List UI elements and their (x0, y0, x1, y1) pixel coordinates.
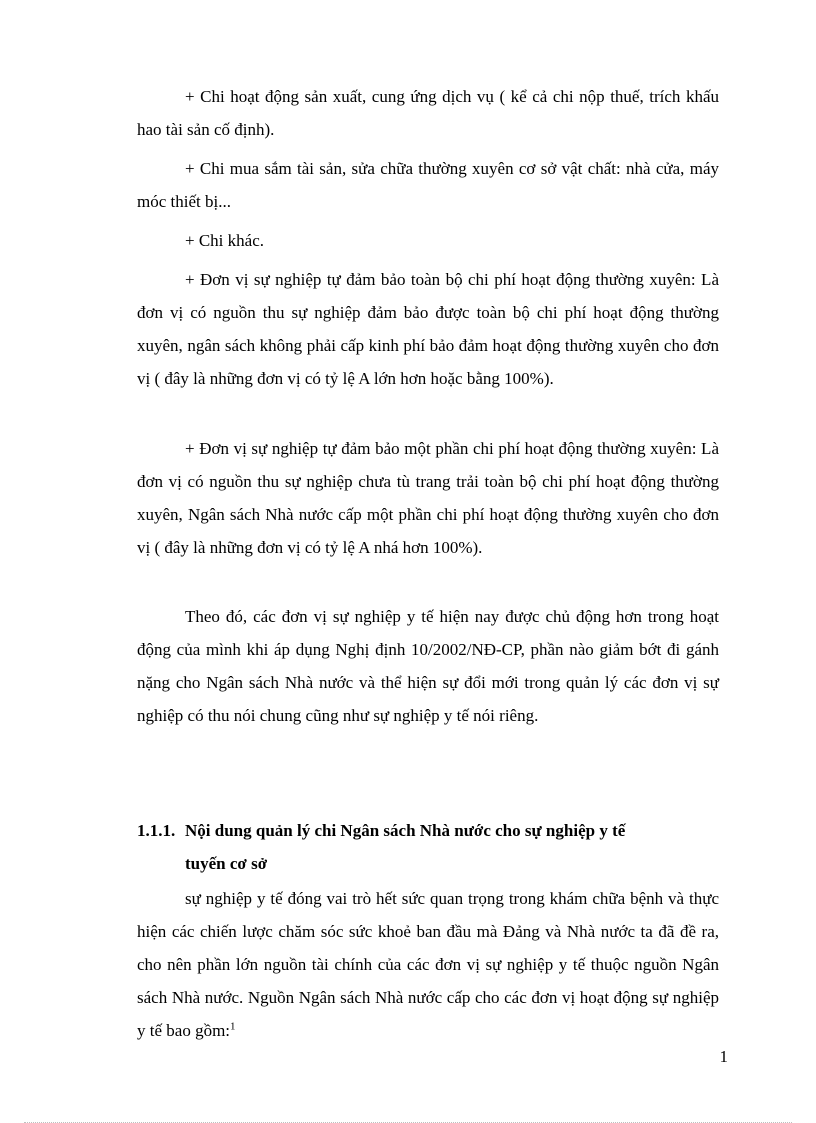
paragraph: + Đơn vị sự nghiệp tự đảm bảo một phần chi phí hoạt động thường xuyên: Là đơn vị có nguồn thu sự nghiệp chưa tù trang trải toàn bộ chi phí hoạt động thường xuyên, Ngân sách Nhà nước cấp một phần chi phí hoạt động thường xuyên cho đơn vị ( đây là những đơn vị có tỷ lệ A nhá hơn 100%). (137, 439, 719, 557)
section-number: 1.1.1. (137, 821, 176, 840)
page-number: 1 (719, 1047, 728, 1066)
section-title-line1: Nội dung quản lý chi Ngân sách Nhà nước cho sự nghiệp y tế (185, 821, 626, 840)
section-paragraph (137, 882, 719, 1047)
paragraph: Theo đó, các đơn vị sự nghiệp y tế hiện nay được chủ động hơn trong hoạt động của mình khi áp dụng Nghị định 10/2002/NĐ-CP, phần nào giảm bớt đi gánh nặng cho Ngân sách Nhà nước và thể hiện sự đổi mới trong quản lý các đơn vị sự nghiệp có thu nói chung cũng như sự nghiệp y tế nói riêng. (137, 607, 719, 725)
paragraph: + Chi khác. (185, 231, 264, 250)
paragraph: + Đơn vị sự nghiệp tự đảm bảo toàn bộ chi phí hoạt động thường xuyên: Là đơn vị có nguồn thu sự nghiệp đảm bảo được toàn bộ chi phí hoạt động thường xuyên, ngân sách không phải cấp kinh phí bảo đảm hoạt động thường xuyên cho đơn vị ( đây là những đơn vị có tỷ lệ A lớn hơn hoặc bằng 100%). (137, 270, 719, 388)
section-paragraph-text: sự nghiệp y tế đóng vai trò hết sức quan trọng trong khám chữa bệnh và thực hiện các chiến lược chăm sóc sức khoẻ ban đầu mà Đảng và Nhà nước ta đã đề ra, cho nên phần lớn nguồn tài chính của các đơn vị sự nghiệp y tế thuộc nguồn Ngân sách Nhà nước. Nguồn Ngân sách Nhà nước cấp cho các đơn vị hoạt động sự nghiệp y tế bao gồm: (137, 889, 719, 1040)
section-heading (137, 814, 719, 880)
paragraph: + Chi hoạt động sản xuất, cung ứng dịch vụ ( kể cả chi nộp thuế, trích khấu hao tài sản cố định). (137, 87, 719, 139)
section-title-line2: tuyến cơ sở (185, 854, 268, 873)
footnote-marker[interactable]: 1 (230, 1020, 236, 1033)
paragraph: + Chi mua sắm tài sản, sửa chữa thường xuyên cơ sở vật chất: nhà cửa, máy móc thiết bị... (137, 159, 719, 211)
